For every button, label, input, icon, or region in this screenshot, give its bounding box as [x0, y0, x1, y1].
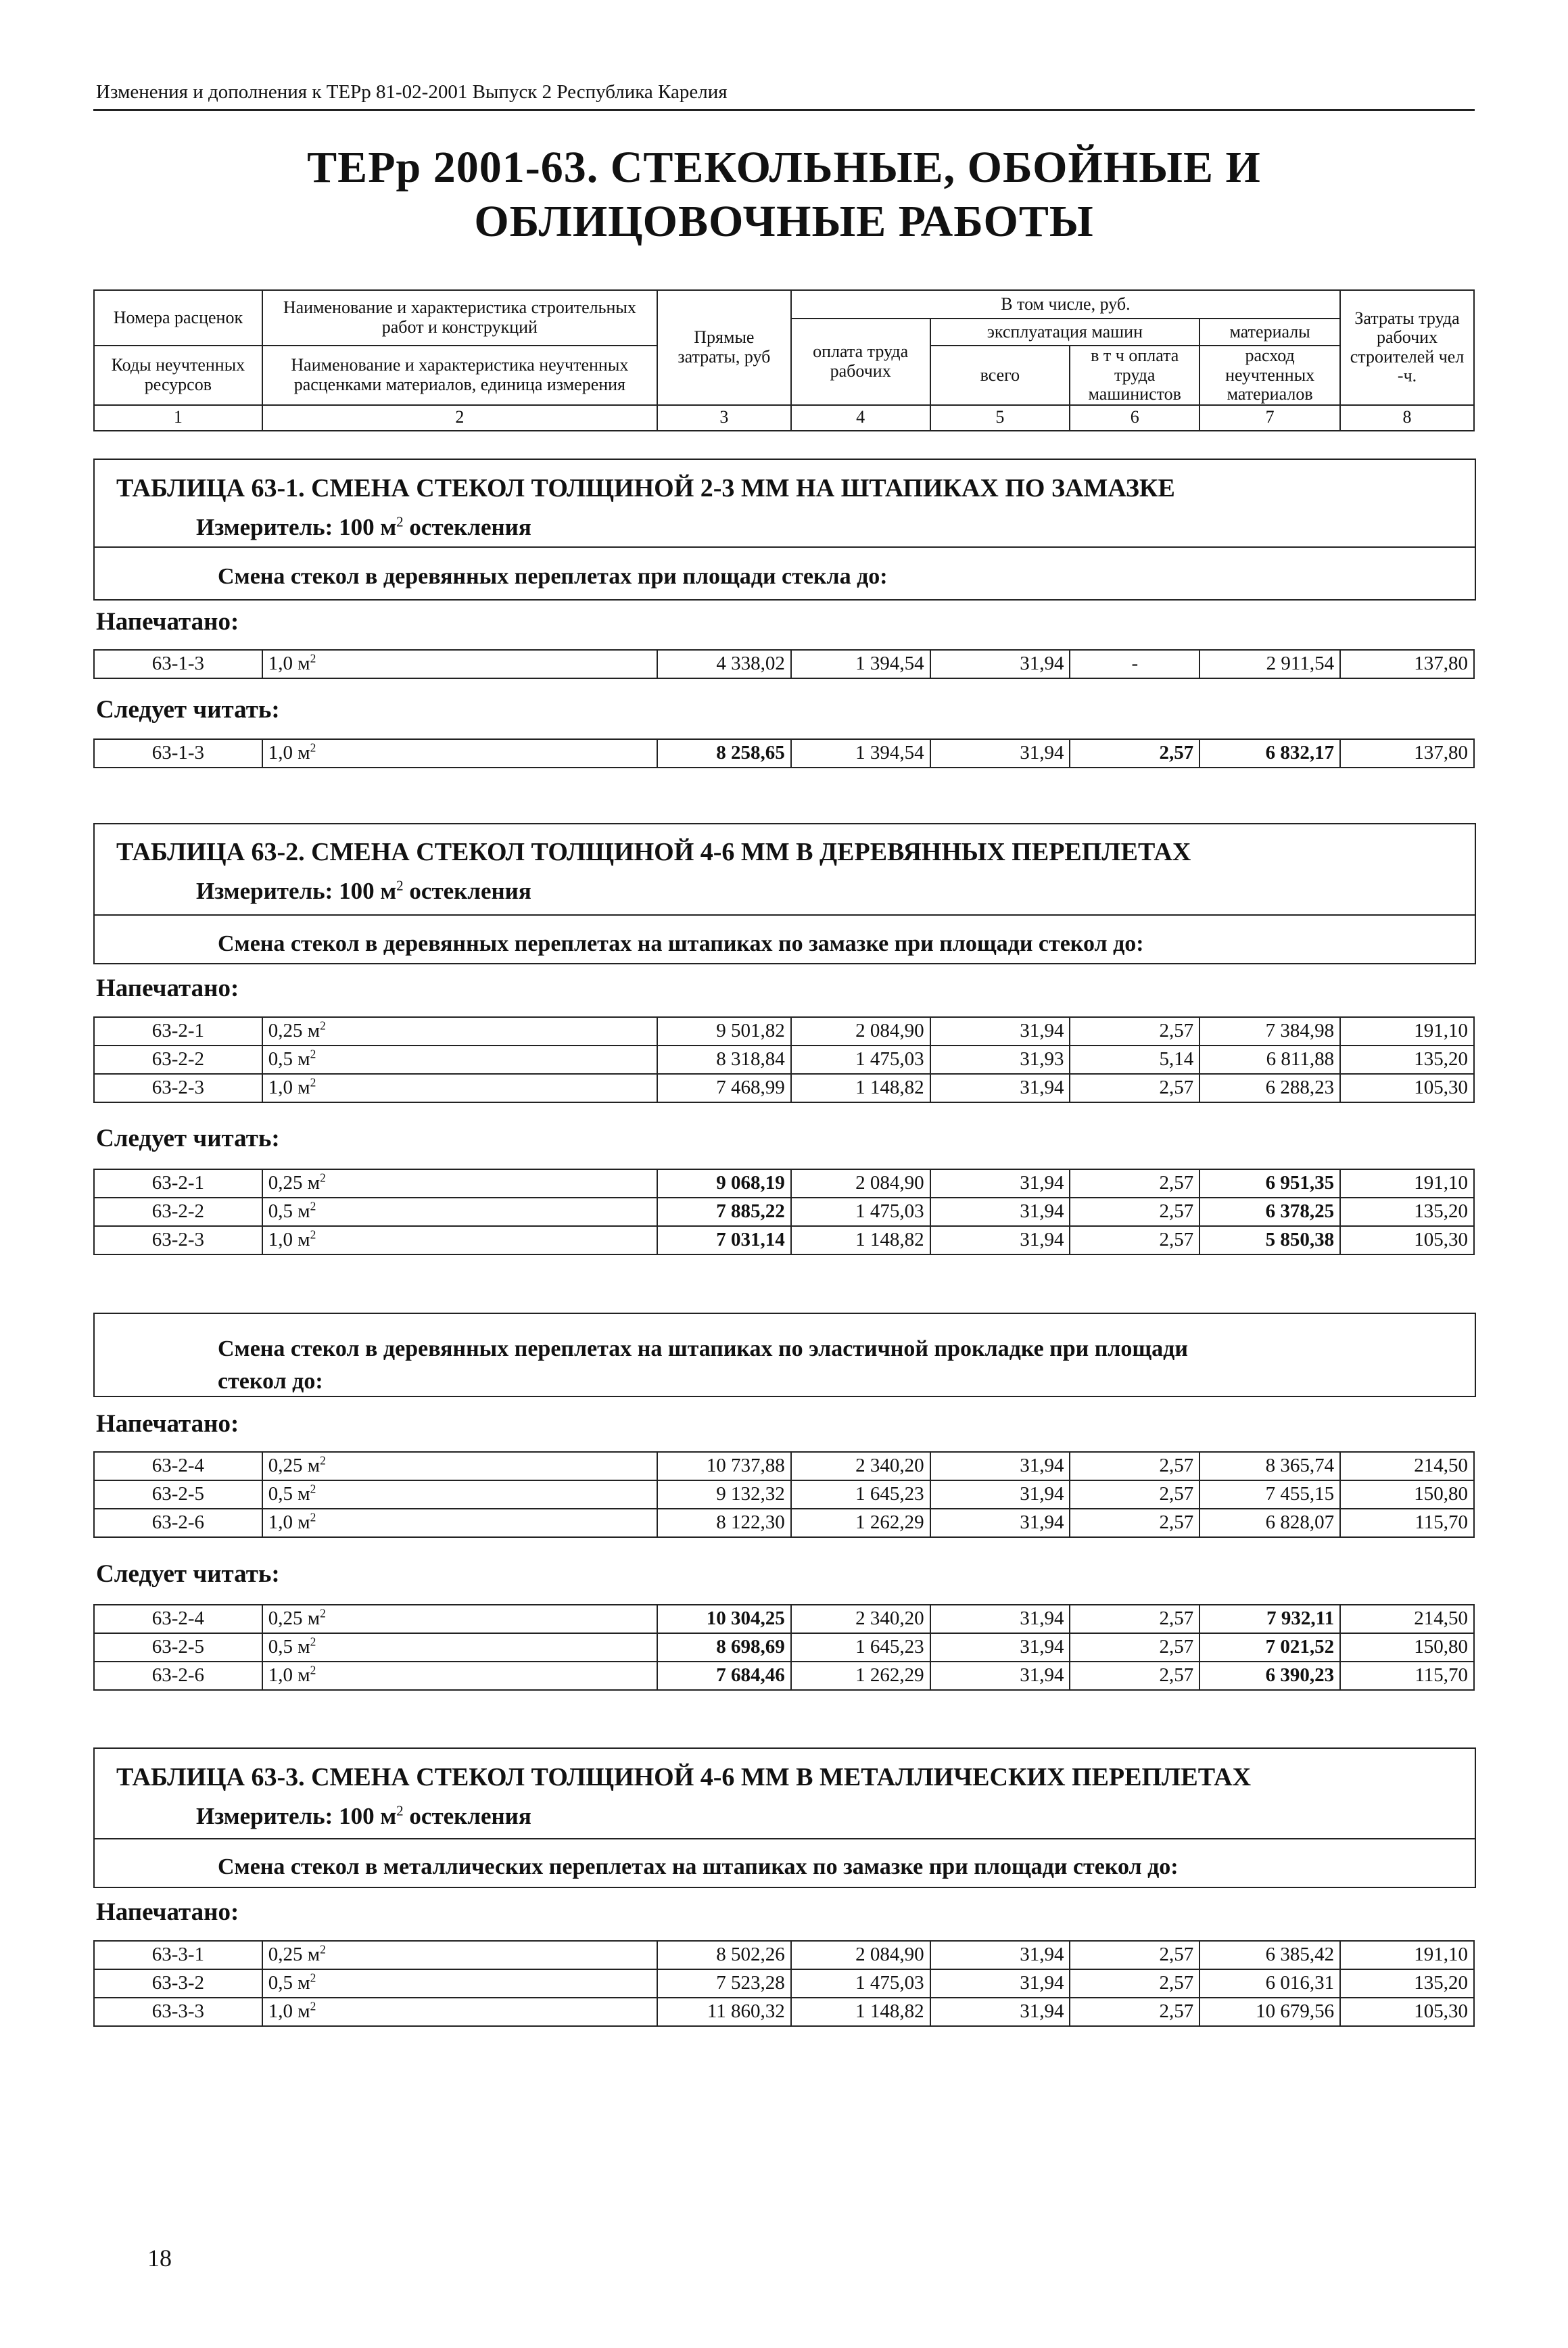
value-cell: 2 340,20: [791, 1452, 930, 1480]
value-cell: 1 475,03: [791, 1046, 930, 1074]
column-header-table: [93, 289, 1475, 431]
unit-cell: 0,25 $м^2$: [262, 1452, 657, 1480]
value-cell: 1 645,23: [791, 1480, 930, 1509]
col-3: Прямые затраты, руб: [657, 290, 791, 405]
value-cell: 6 832,17: [1199, 739, 1340, 768]
value-cell: 150,80: [1340, 1633, 1474, 1662]
value-cell: 2,57: [1070, 1169, 1199, 1198]
unit-cell: 1,0 $м^2$: [262, 1662, 657, 1690]
col-number: 4: [791, 405, 930, 431]
col-number: 2: [262, 405, 657, 431]
value-cell: 2 084,90: [791, 1941, 930, 1969]
col-5: всего: [930, 346, 1070, 405]
printed-label: Напечатано:: [96, 608, 239, 636]
value-cell: 31,94: [930, 1941, 1070, 1969]
rates-table: [93, 738, 1475, 768]
value-cell: 105,30: [1340, 1226, 1474, 1254]
value-cell: 7 455,15: [1199, 1480, 1340, 1509]
unit-cell: 1,0 $м^2$: [262, 650, 657, 678]
col-4: оплата труда рабочих: [791, 319, 930, 405]
value-cell: 1 394,54: [791, 739, 930, 768]
read-as-label: Следует читать:: [96, 1125, 280, 1152]
rate-code-cell: 63-2-3: [94, 1074, 262, 1102]
col-8: Затраты труда рабочих строителей чел -ч.: [1340, 290, 1474, 405]
value-cell: 5,14: [1070, 1046, 1199, 1074]
value-cell: 137,80: [1340, 650, 1474, 678]
section-unit: Измеритель: 100 $м^2$ остекления: [196, 1802, 531, 1829]
value-cell: 7 684,46: [657, 1662, 791, 1690]
page-number: 18: [147, 2245, 172, 2272]
value-cell: 2 340,20: [791, 1605, 930, 1633]
value-cell: 1 148,82: [791, 1226, 930, 1254]
value-cell: 31,94: [930, 1017, 1070, 1046]
rates-table: [93, 649, 1475, 679]
table-row: [94, 1074, 1474, 1102]
value-cell: 31,94: [930, 1662, 1070, 1690]
value-cell: 10 304,25: [657, 1605, 791, 1633]
value-cell: 1 475,03: [791, 1969, 930, 1998]
value-cell: 2,57: [1070, 739, 1199, 768]
value-cell: 2,57: [1070, 1633, 1199, 1662]
value-cell: 7 932,11: [1199, 1605, 1340, 1633]
value-cell: 137,80: [1340, 739, 1474, 768]
unit-cell: 0,5 $м^2$: [262, 1198, 657, 1226]
read-as-label: Следует читать:: [96, 696, 280, 724]
col-number: 1: [94, 405, 262, 431]
printed-label: Напечатано:: [96, 1898, 239, 1926]
rate-code-cell: 63-2-6: [94, 1509, 262, 1537]
section-title: ТАБЛИЦА 63-3. СМЕНА СТЕКОЛ ТОЛЩИНОЙ 4-6 ММ В МЕТАЛЛИЧЕСКИХ ПЕРЕПЛЕТАХ: [116, 1763, 1252, 1791]
value-cell: 4 338,02: [657, 650, 791, 678]
header-rule: [93, 109, 1475, 111]
rates-table: [93, 1169, 1475, 1255]
table-row: [94, 1998, 1474, 2026]
value-cell: 105,30: [1340, 1998, 1474, 2026]
value-cell: 1 262,29: [791, 1662, 930, 1690]
table-row: [94, 650, 1474, 678]
value-cell: 7 384,98: [1199, 1017, 1340, 1046]
value-cell: 115,70: [1340, 1662, 1474, 1690]
value-cell: 135,20: [1340, 1198, 1474, 1226]
col-number: 7: [1199, 405, 1340, 431]
value-cell: 10 679,56: [1199, 1998, 1340, 2026]
value-cell: 2,57: [1070, 1605, 1199, 1633]
unit-cell: 1,0 $м^2$: [262, 1074, 657, 1102]
rate-code-cell: 63-2-6: [94, 1662, 262, 1690]
value-cell: 150,80: [1340, 1480, 1474, 1509]
value-cell: 2,57: [1070, 1969, 1199, 1998]
value-cell: -: [1070, 650, 1199, 678]
rates-table: [93, 1451, 1475, 1538]
table-row: [94, 1633, 1474, 1662]
value-cell: 1 645,23: [791, 1633, 930, 1662]
rate-code-cell: 63-1-3: [94, 650, 262, 678]
value-cell: 7 885,22: [657, 1198, 791, 1226]
value-cell: 7 031,14: [657, 1226, 791, 1254]
rates-table: [93, 1940, 1475, 2027]
table-row: [94, 1017, 1474, 1046]
col-1b: Коды неучтенных ресурсов: [94, 346, 262, 405]
value-cell: 7 468,99: [657, 1074, 791, 1102]
rate-code-cell: 63-2-5: [94, 1633, 262, 1662]
table-row: [94, 739, 1474, 768]
table-row: [94, 1046, 1474, 1074]
unit-cell: 0,5 $м^2$: [262, 1633, 657, 1662]
value-cell: 2,57: [1070, 1226, 1199, 1254]
value-cell: 6 390,23: [1199, 1662, 1340, 1690]
value-cell: 31,94: [930, 1452, 1070, 1480]
value-cell: 2,57: [1070, 1198, 1199, 1226]
section-title: ТАБЛИЦА 63-1. СМЕНА СТЕКОЛ ТОЛЩИНОЙ 2-3 ММ НА ШТАПИКАХ ПО ЗАМАЗКЕ: [116, 474, 1175, 502]
rate-code-cell: 63-3-2: [94, 1969, 262, 1998]
table-row: [94, 1969, 1474, 1998]
table-row: [94, 1509, 1474, 1537]
value-cell: 31,93: [930, 1046, 1070, 1074]
value-cell: 105,30: [1340, 1074, 1474, 1102]
value-cell: 6 951,35: [1199, 1169, 1340, 1198]
rate-code-cell: 63-2-2: [94, 1198, 262, 1226]
value-cell: 2,57: [1070, 1074, 1199, 1102]
table-row: [94, 1226, 1474, 1254]
unit-cell: 0,25 $м^2$: [262, 1605, 657, 1633]
col-group-header: В том числе, руб.: [791, 290, 1340, 319]
value-cell: 31,94: [930, 650, 1070, 678]
section-title: ТАБЛИЦА 63-2. СМЕНА СТЕКОЛ ТОЛЩИНОЙ 4-6 ММ В ДЕРЕВЯННЫХ ПЕРЕПЛЕТАХ: [116, 838, 1191, 866]
value-cell: 214,50: [1340, 1605, 1474, 1633]
unit-cell: 1,0 $м^2$: [262, 739, 657, 768]
value-cell: 2,57: [1070, 1662, 1199, 1690]
section-unit: Измеритель: 100 $м^2$ остекления: [196, 513, 531, 540]
value-cell: 31,94: [930, 1226, 1070, 1254]
value-cell: 6 811,88: [1199, 1046, 1340, 1074]
col-machines-group: эксплуатация машин: [930, 319, 1200, 346]
value-cell: 6 288,23: [1199, 1074, 1340, 1102]
value-cell: 191,10: [1340, 1169, 1474, 1198]
subsection-title: Смена стекол в металлических переплетах на штапиках по замазке при площади стекол до:: [218, 1854, 1179, 1879]
value-cell: 6 385,42: [1199, 1941, 1340, 1969]
table-row: [94, 1452, 1474, 1480]
value-cell: 5 850,38: [1199, 1226, 1340, 1254]
rate-code-cell: 63-2-1: [94, 1017, 262, 1046]
value-cell: 31,94: [930, 739, 1070, 768]
subsection-title-line-1: Смена стекол в деревянных переплетах на штапиках по эластичной прокладке при площади: [218, 1336, 1188, 1361]
col-2b: Наименование и характеристика неучтенных расценками материалов, единица измерения: [262, 346, 657, 405]
value-cell: 31,94: [930, 1969, 1070, 1998]
value-cell: 8 122,30: [657, 1509, 791, 1537]
printed-label: Напечатано:: [96, 1410, 239, 1438]
document-title-line-1: ТЕРр 2001-63. СТЕКОЛЬНЫЕ, ОБОЙНЫЕ И: [307, 143, 1261, 192]
subsection-title: Смена стекол в деревянных переплетах на штапиках по замазке при площади стекол до:: [218, 931, 1144, 956]
value-cell: 1 262,29: [791, 1509, 930, 1537]
table-row: [94, 1662, 1474, 1690]
value-cell: 135,20: [1340, 1046, 1474, 1074]
value-cell: 2 084,90: [791, 1017, 930, 1046]
column-number-row: [94, 405, 1474, 431]
value-cell: 31,94: [930, 1480, 1070, 1509]
unit-cell: 1,0 $м^2$: [262, 1226, 657, 1254]
value-cell: 6 378,25: [1199, 1198, 1340, 1226]
value-cell: 2,57: [1070, 1017, 1199, 1046]
table-row: [94, 1198, 1474, 1226]
value-cell: 2,57: [1070, 1509, 1199, 1537]
value-cell: 6 016,31: [1199, 1969, 1340, 1998]
value-cell: 31,94: [930, 1605, 1070, 1633]
subsection-divider: [93, 546, 1475, 548]
value-cell: 31,94: [930, 1169, 1070, 1198]
subsection-title-line-2: стекол до:: [218, 1369, 323, 1394]
rate-code-cell: 63-1-3: [94, 739, 262, 768]
value-cell: 214,50: [1340, 1452, 1474, 1480]
rate-code-cell: 63-2-4: [94, 1452, 262, 1480]
value-cell: 135,20: [1340, 1969, 1474, 1998]
value-cell: 8 502,26: [657, 1941, 791, 1969]
col-number: 8: [1340, 405, 1474, 431]
col-number: 3: [657, 405, 791, 431]
unit-cell: 0,5 $м^2$: [262, 1046, 657, 1074]
unit-cell: 0,25 $м^2$: [262, 1017, 657, 1046]
value-cell: 8 365,74: [1199, 1452, 1340, 1480]
value-cell: 7 523,28: [657, 1969, 791, 1998]
rate-code-cell: 63-2-4: [94, 1605, 262, 1633]
col-1a: Номера расценок: [94, 290, 262, 346]
value-cell: 6 828,07: [1199, 1509, 1340, 1537]
value-cell: 10 737,88: [657, 1452, 791, 1480]
document-title-line-2: ОБЛИЦОВОЧНЫЕ РАБОТЫ: [474, 197, 1094, 246]
rate-code-cell: 63-2-3: [94, 1226, 262, 1254]
value-cell: 9 068,19: [657, 1169, 791, 1198]
unit-cell: 0,25 $м^2$: [262, 1941, 657, 1969]
value-cell: 31,94: [930, 1998, 1070, 2026]
value-cell: 8 258,65: [657, 739, 791, 768]
value-cell: 31,94: [930, 1509, 1070, 1537]
col-materials-group: материалы: [1199, 319, 1340, 346]
unit-cell: 1,0 $м^2$: [262, 1509, 657, 1537]
value-cell: 8 318,84: [657, 1046, 791, 1074]
value-cell: 191,10: [1340, 1941, 1474, 1969]
table-row: [94, 1941, 1474, 1969]
value-cell: 1 148,82: [791, 1074, 930, 1102]
value-cell: 191,10: [1340, 1017, 1474, 1046]
col-2a: Наименование и характеристика строительных работ и конструкций: [262, 290, 657, 346]
table-row: [94, 1605, 1474, 1633]
unit-cell: 0,25 $м^2$: [262, 1169, 657, 1198]
unit-cell: 1,0 $м^2$: [262, 1998, 657, 2026]
value-cell: 1 148,82: [791, 1998, 930, 2026]
subsection-title: Смена стекол в деревянных переплетах при площади стекла до:: [218, 564, 888, 589]
col-number: 6: [1070, 405, 1199, 431]
value-cell: 2 084,90: [791, 1169, 930, 1198]
value-cell: 7 021,52: [1199, 1633, 1340, 1662]
value-cell: 8 698,69: [657, 1633, 791, 1662]
value-cell: 31,94: [930, 1633, 1070, 1662]
value-cell: 2 911,54: [1199, 650, 1340, 678]
rates-table: [93, 1604, 1475, 1691]
col-6: в т ч оплата труда машинистов: [1070, 346, 1199, 405]
table-row: [94, 1480, 1474, 1509]
unit-cell: 0,5 $м^2$: [262, 1969, 657, 1998]
value-cell: 9 501,82: [657, 1017, 791, 1046]
running-header: Изменения и дополнения к ТЕРр 81-02-2001 Выпуск 2 Республика Карелия: [96, 81, 728, 103]
rate-code-cell: 63-3-3: [94, 1998, 262, 2026]
value-cell: 2,57: [1070, 1452, 1199, 1480]
subsection-divider: [93, 914, 1475, 916]
subsection-divider: [93, 1838, 1475, 1839]
value-cell: 2,57: [1070, 1480, 1199, 1509]
value-cell: 1 394,54: [791, 650, 930, 678]
value-cell: 9 132,32: [657, 1480, 791, 1509]
value-cell: 115,70: [1340, 1509, 1474, 1537]
value-cell: 31,94: [930, 1198, 1070, 1226]
col-number: 5: [930, 405, 1070, 431]
value-cell: 2,57: [1070, 1941, 1199, 1969]
rate-code-cell: 63-2-1: [94, 1169, 262, 1198]
section-unit: Измеритель: 100 $м^2$ остекления: [196, 877, 531, 904]
rate-code-cell: 63-3-1: [94, 1941, 262, 1969]
read-as-label: Следует читать:: [96, 1560, 280, 1588]
value-cell: 1 475,03: [791, 1198, 930, 1226]
unit-cell: 0,5 $м^2$: [262, 1480, 657, 1509]
rate-code-cell: 63-2-2: [94, 1046, 262, 1074]
table-row: [94, 1169, 1474, 1198]
col-7: расход неучтенных материалов: [1199, 346, 1340, 405]
value-cell: 31,94: [930, 1074, 1070, 1102]
printed-label: Напечатано:: [96, 975, 239, 1002]
rate-code-cell: 63-2-5: [94, 1480, 262, 1509]
rates-table: [93, 1016, 1475, 1103]
value-cell: 2,57: [1070, 1998, 1199, 2026]
value-cell: 11 860,32: [657, 1998, 791, 2026]
